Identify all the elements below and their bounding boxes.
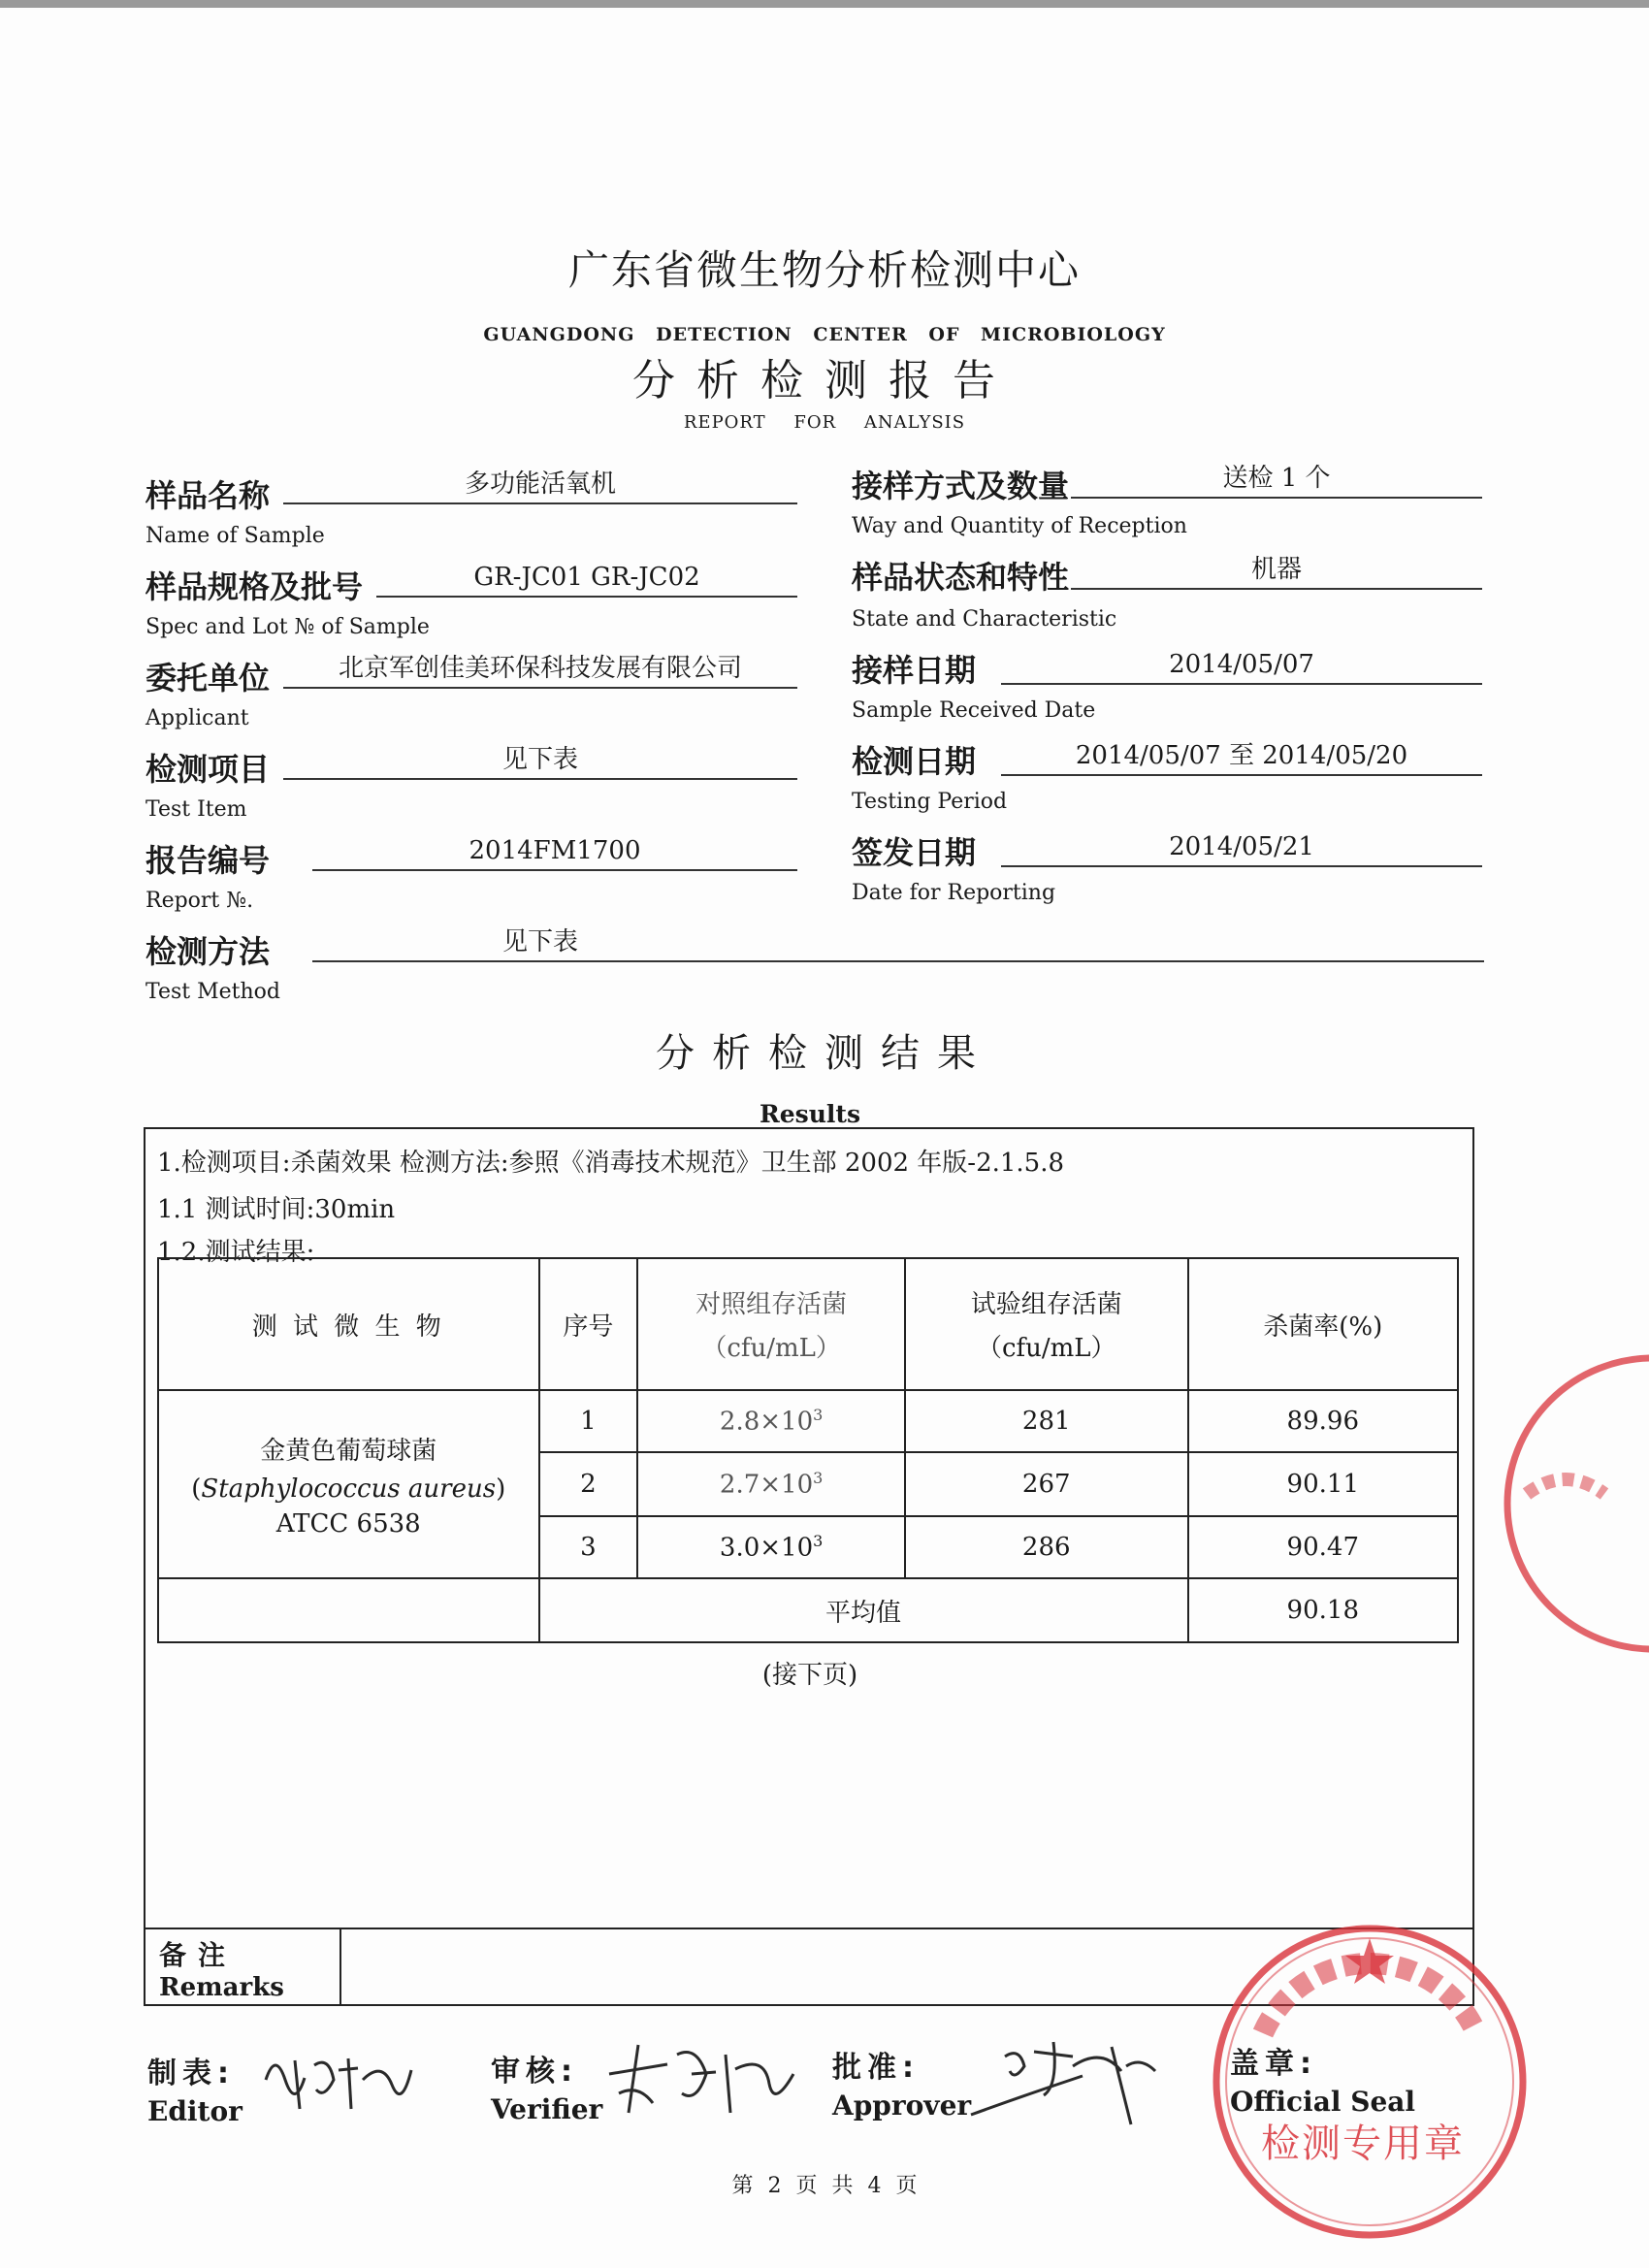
test-item-value: 见下表 <box>283 743 797 780</box>
average-label: 平均值 <box>539 1578 1188 1642</box>
row3-test: 286 <box>905 1516 1188 1578</box>
results-table <box>157 1257 1459 1643</box>
results-title-cn: 分析检测结果 <box>656 1031 993 1076</box>
header-rate: 杀菌率(%) <box>1188 1258 1458 1390</box>
header-organism: 测 试 微 生 物 <box>158 1258 539 1390</box>
row1-test: 281 <box>905 1390 1188 1452</box>
report-no-label: 报告编号 <box>146 842 271 879</box>
header-control-unit: （cfu/mL） <box>701 1334 841 1363</box>
testing-period-value: 2014/05/07 至 2014/05/20 <box>1001 739 1482 776</box>
header-test <box>905 1258 1188 1390</box>
seal-label-en: Official Seal <box>1230 2086 1416 2118</box>
reception-label: 接样方式及数量 <box>852 468 1070 504</box>
editor-signature <box>256 2041 421 2119</box>
reception-label-en: Way and Quantity of Reception <box>852 514 1187 538</box>
header-seq: 序号 <box>539 1258 638 1390</box>
seal-center-text: 检测专用章 <box>1261 2122 1465 2166</box>
test-method-value: 见下表 <box>312 925 1484 962</box>
spec-value: GR-JC01 GR-JC02 <box>376 561 797 598</box>
report-no-label-en: Report №. <box>146 889 254 913</box>
verifier-label-en: Verifier <box>491 2093 603 2125</box>
sample-name-label: 样品名称 <box>146 477 271 514</box>
page-number: 第 2 页 共 4 页 <box>731 2174 918 2198</box>
test-result-line: 1.2.测试结果: <box>157 1238 315 1267</box>
average-row <box>158 1578 1458 1642</box>
verifier-signature <box>599 2035 803 2122</box>
verifier-label-cn: 审核: <box>491 2055 578 2089</box>
organism-strain: ATCC 6538 <box>275 1508 421 1539</box>
report-date-value: 2014/05/21 <box>1001 830 1482 867</box>
state-label: 样品状态和特性 <box>852 559 1070 596</box>
testing-period-label: 检测日期 <box>852 743 977 780</box>
row2-control <box>637 1452 905 1516</box>
row1-control-exp: 3 <box>813 1406 824 1425</box>
header-test-unit: （cfu/mL） <box>976 1334 1116 1363</box>
test-item-line: 1.检测项目:杀菌效果 检测方法:参照《消毒技术规范》卫生部 2002 年版-2.1.5.8 <box>157 1149 1065 1178</box>
test-method-label-en: Test Method <box>146 980 280 1004</box>
test-item-label-en: Test Item <box>146 797 247 822</box>
seal-label-cn: 盖章: <box>1230 2047 1317 2081</box>
test-time-line: 1.1 测试时间:30min <box>157 1195 396 1224</box>
row3-control <box>637 1516 905 1578</box>
state-label-en: State and Characteristic <box>852 607 1117 632</box>
editor-label-en: Editor <box>147 2095 242 2127</box>
row3-rate: 90.47 <box>1188 1516 1458 1578</box>
results-title-en: Results <box>759 1100 861 1128</box>
approver-label-cn: 批准: <box>832 2051 920 2085</box>
header-test-label: 试验组存活菌 <box>970 1290 1122 1319</box>
report-date-label: 签发日期 <box>852 834 977 871</box>
row1-rate: 89.96 <box>1188 1390 1458 1452</box>
report-date-label-en: Date for Reporting <box>852 881 1056 905</box>
state-value: 机器 <box>1071 553 1482 590</box>
average-spacer <box>158 1578 539 1642</box>
test-item-label: 检测项目 <box>146 751 271 788</box>
row3-seq: 3 <box>539 1516 638 1578</box>
approver-label-en: Approver <box>832 2090 972 2122</box>
row2-control-base: 2.7×10 <box>719 1470 814 1500</box>
editor-label-cn: 制表: <box>147 2057 235 2090</box>
spec-label: 样品规格及批号 <box>146 568 364 605</box>
sample-name-label-en: Name of Sample <box>146 524 325 548</box>
partial-seal <box>1488 1348 1649 1659</box>
continued-note: (接下页) <box>761 1661 858 1690</box>
average-value: 90.18 <box>1188 1578 1458 1642</box>
report-title-cn: 分析检测报告 <box>632 356 1017 405</box>
row3-control-exp: 3 <box>813 1532 824 1551</box>
row1-seq: 1 <box>539 1390 638 1452</box>
row1-control-base: 2.8×10 <box>719 1407 814 1437</box>
applicant-label: 委托单位 <box>146 660 271 697</box>
report-no-value: 2014FM1700 <box>312 834 797 871</box>
table-header-row <box>158 1258 1458 1390</box>
test-method-label: 检测方法 <box>146 933 271 970</box>
header-control <box>637 1258 905 1390</box>
org-title-cn: 广东省微生物分析检测中心 <box>567 246 1081 294</box>
row2-control-exp: 3 <box>813 1469 824 1488</box>
org-title-en: GUANGDONG DETECTION CENTER OF MICROBIOLOGY <box>483 324 1166 345</box>
organism-latin: (Staphylococcus aureus) <box>191 1474 506 1504</box>
header-control-label: 对照组存活菌 <box>695 1290 848 1319</box>
received-date-value: 2014/05/07 <box>1001 648 1482 685</box>
applicant-value: 北京军创佳美环保科技发展有限公司 <box>283 652 797 689</box>
scan-edge <box>0 0 1649 8</box>
row2-seq: 2 <box>539 1452 638 1516</box>
remarks-label-cn: 备注 <box>159 1939 238 1971</box>
reception-value: 送检 1 个 <box>1071 462 1482 499</box>
table-row <box>158 1390 1458 1452</box>
report-title-en: REPORT FOR ANALYSIS <box>683 412 966 433</box>
sample-name-value: 多功能活氧机 <box>283 468 797 504</box>
applicant-label-en: Applicant <box>146 706 249 730</box>
spec-label-en: Spec and Lot № of Sample <box>146 615 430 639</box>
organism-name-cn: 金黄色葡萄球菌 <box>260 1436 437 1466</box>
row2-test: 267 <box>905 1452 1188 1516</box>
row1-control <box>637 1390 905 1452</box>
organism-cell <box>158 1390 539 1578</box>
row3-control-base: 3.0×10 <box>719 1533 814 1563</box>
testing-period-label-en: Testing Period <box>852 790 1008 814</box>
approver-signature <box>966 2027 1170 2134</box>
remarks-label-en: Remarks <box>159 1973 284 2002</box>
row2-rate: 90.11 <box>1188 1452 1458 1516</box>
organism-latin-name: Staphylococcus aureus <box>201 1474 497 1504</box>
received-date-label: 接样日期 <box>852 652 977 689</box>
received-date-label-en: Sample Received Date <box>852 698 1096 723</box>
